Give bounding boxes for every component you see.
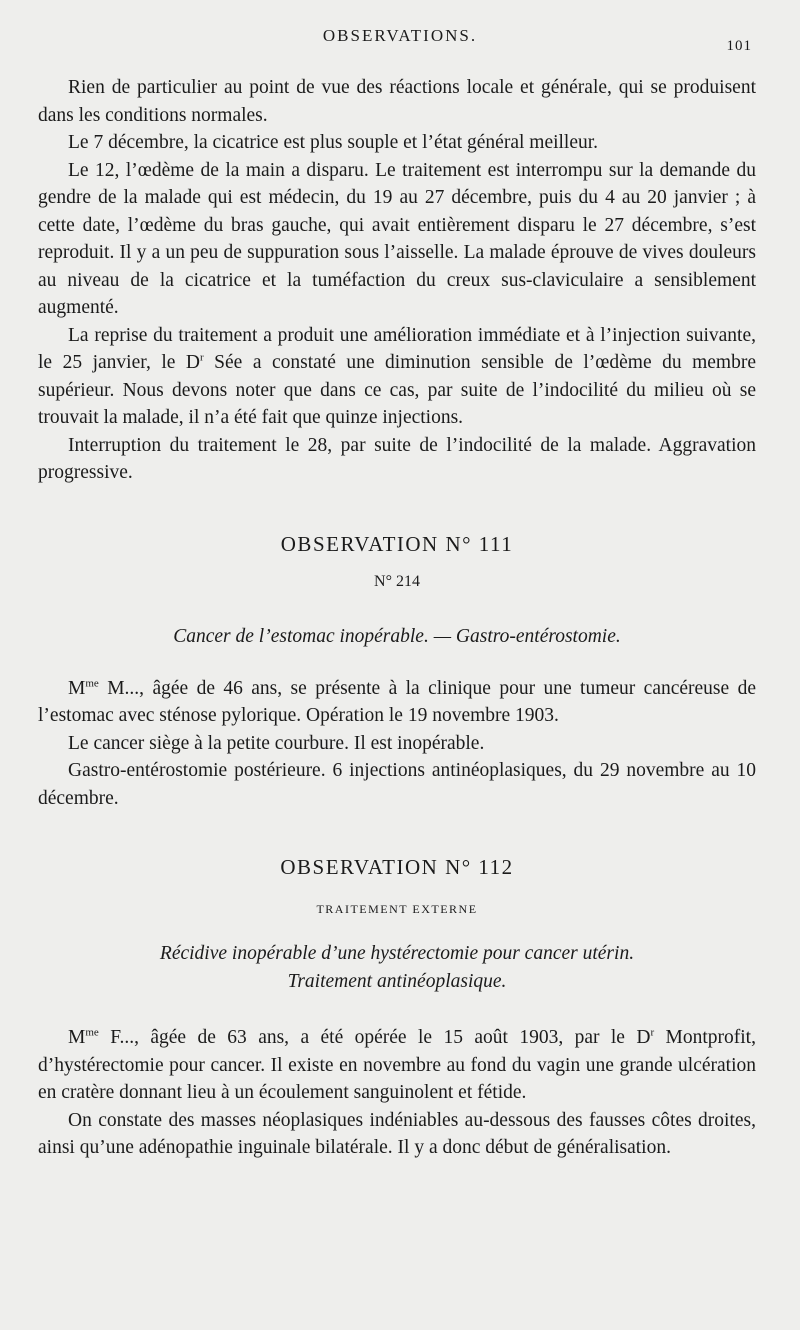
observation-112-title: OBSERVATION N° 112 [280, 855, 514, 879]
text-run: M [68, 677, 86, 699]
paragraph [38, 1024, 756, 1107]
paragraph: Gastro-entérostomie postérieure. 6 injections antinéoplasiques, du 29 novembre au 10 décembre. [38, 760, 756, 809]
case-title-line: Récidive inopérable d’une hystérectomie pour cancer utérin. [159, 943, 635, 964]
observation-112-case-title [38, 940, 756, 996]
paragraph: Le 7 décembre, la cicatrice est plus souple et l’état général meilleur. [68, 132, 599, 153]
observation-111-title: OBSERVATION N° 111 [280, 531, 514, 556]
paragraph [38, 322, 756, 432]
paragraph: Le 12, l’œdème de la main a disparu. Le traitement est interrompu sur la demande du gendre de la malade qui est médecin, du 19 au 27 décembre, puis du 4 au 20 janvier ; à cette date, l’œdème du bras gauche, qui avait entièrement disparu le 27 décembre, s’est reproduit. Il y a un peu de suppuration sous l’aisselle. La malade éprouve de vives douleurs au niveau de la cicatrice et la tuméfaction du creux sus-claviculaire a sensiblement augmenté. [38, 159, 756, 318]
text-run: M [68, 1027, 86, 1048]
text-run: M..., âgée de 46 ans, se présente à la clinique pour une tumeur cancéreuse de l’estomac avec sténose pylorique. Opération le 19 novembre 1903. [38, 677, 756, 726]
text-run: Sée a constaté une diminution sensible de l’œdème du membre supérieur. Nous devons noter que dans ce cas, par suite de l’indocilité du milieu où se trouvait la malade, il n’a été fait que quinze injections. [38, 352, 756, 428]
text-run: La reprise du traitement a produit une amélioration immédiate et à l’injection suivante, le 25 janvier, le D [38, 324, 756, 373]
superscript: r [199, 351, 204, 364]
text-run: Montprofit, d’hystérectomie pour cancer. Il existe en novembre au fond du vagin une grande ulcération en cratère donnant lieu à un écoulement sanguinolent et fétide. [38, 1027, 756, 1103]
superscript: me [85, 1026, 99, 1039]
paragraph: Rien de particulier au point de vue des réactions locale et générale, qui se produisent dans les conditions normales. [38, 77, 756, 126]
running-head: OBSERVATIONS. [322, 26, 478, 45]
page-number: 101 [726, 38, 752, 54]
paragraph: Interruption du traitement le 28, par suite de l’indocilité de la malade. Aggravation progressive. [38, 434, 756, 483]
case-title-line: Traitement antinéoplasique. [287, 971, 507, 992]
paragraph: Le cancer siège à la petite courbure. Il est inopérable. [68, 732, 485, 754]
superscript: me [85, 677, 99, 689]
observation-112-section: TRAITEMENT EXTERNE [316, 902, 478, 916]
paragraph: On constate des masses néoplasiques indéniables au-dessous des fausses côtes droites, ainsi qu’une adénopathie inguinale bilatérale. Il y a donc début de généralisation. [38, 1109, 756, 1158]
text-run: F..., âgée de 63 ans, a été opérée le 15 août 1903, par le D [98, 1027, 651, 1048]
observation-111-number: N° 214 [374, 572, 420, 590]
superscript: r [650, 1026, 655, 1039]
paragraph [38, 675, 756, 730]
page-body [38, 74, 756, 1162]
observation-111-case-title: Cancer de l’estomac inopérable. — Gastro-entérostomie. [173, 625, 621, 647]
